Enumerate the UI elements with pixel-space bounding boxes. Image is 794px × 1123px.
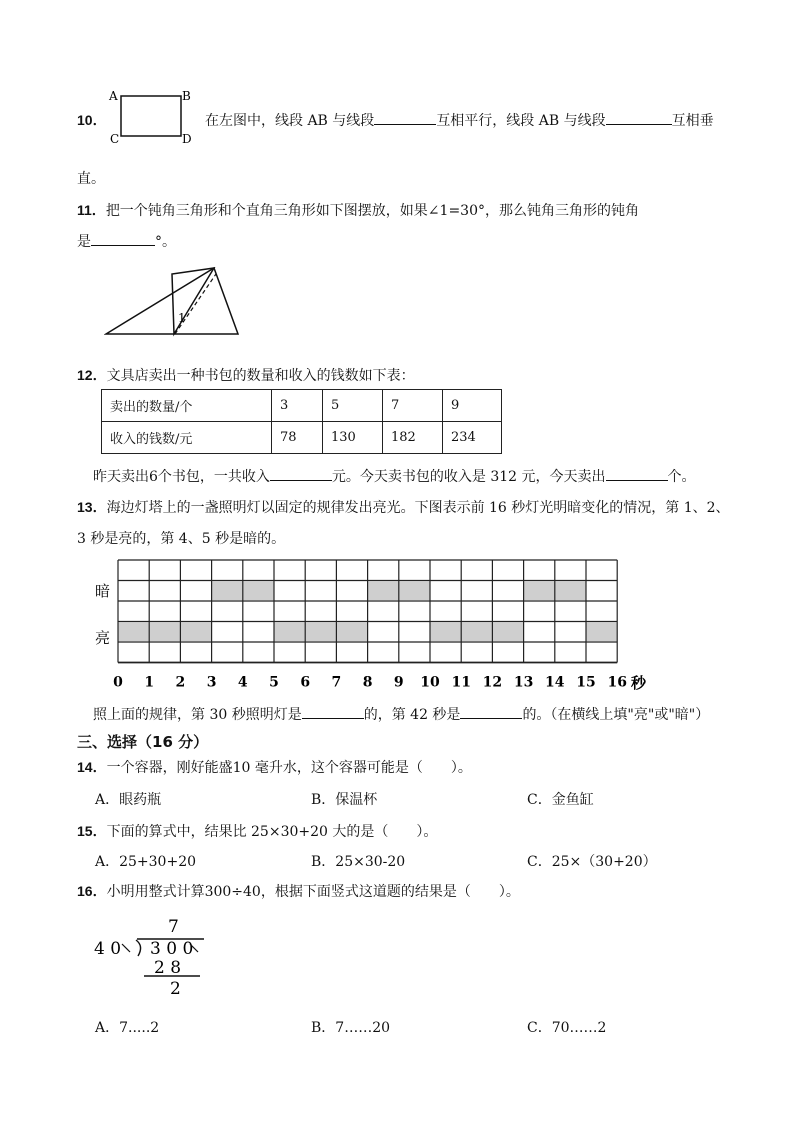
question-text: 小明用整式计算300÷40，根据下面竖式这道题的结果是（ ）。: [106, 884, 520, 900]
division-divisor: 4 0: [94, 939, 122, 959]
tick-label: 10: [420, 674, 440, 691]
question-13-line1: [77, 497, 730, 517]
question-text: 下面的算式中，结果比 25×30+20 大的是（ ）。: [106, 824, 438, 840]
question-13-line3: [93, 704, 709, 724]
question-text: 一个容器，刚好能盛10 毫升水，这个容器可能是（ ）。: [106, 760, 472, 776]
answer-blank-perpendicular[interactable]: [606, 110, 672, 125]
tick-label: 7: [331, 674, 342, 691]
question-text: 照上面的规律，第 30 秒照明灯是: [93, 707, 302, 723]
question-number-13: 13．: [77, 499, 107, 515]
light-segment: [586, 623, 617, 642]
question-text: 文具店卖出一种书包的数量和收入的钱数如下表：: [106, 368, 415, 384]
section-title: 三、选择（16 分）: [77, 733, 209, 751]
answer-blank-30s[interactable]: [302, 704, 364, 719]
angle-1-label: 1: [178, 311, 186, 325]
option-b[interactable]: B．25×30-20: [311, 854, 406, 870]
vertex-label-a: A: [109, 89, 118, 103]
tick-label: 15: [576, 674, 596, 691]
question-text: 把一个钝角三角形和个直角三角形如下图摆放，如果∠1=30°，那么钝角三角形的钝角: [105, 203, 639, 219]
long-division-figure: [92, 912, 222, 1002]
table-cell: 234: [443, 422, 502, 454]
answer-blank-obtuse-angle[interactable]: [91, 231, 155, 246]
question-text: 昨天卖出6个书包，一共收入: [93, 469, 270, 485]
table-cell: 78: [272, 422, 323, 454]
question-11-line2: [77, 231, 176, 251]
dashed-line: [175, 274, 216, 334]
question-text: 的，第 42 秒是: [363, 707, 461, 723]
answer-blank-count[interactable]: [606, 466, 668, 481]
table-cell: 7: [383, 390, 443, 422]
question-text: 海边灯塔上的一盏照明灯以固定的规律发出亮光。下图表示前 16 秒灯光明暗变化的情况，第 1、2、: [106, 500, 730, 516]
tick-label: 12: [482, 674, 503, 691]
table-row: [102, 422, 502, 454]
question-text: 是: [77, 234, 91, 250]
tick-label: 13: [513, 674, 534, 691]
division-product: 2 8: [154, 958, 182, 978]
question-text: 互相垂: [671, 113, 714, 129]
tick-label: 9: [393, 674, 404, 691]
table-cell: 3: [272, 390, 323, 422]
table-cell: 182: [383, 422, 443, 454]
option-b[interactable]: B．7……20: [311, 1020, 391, 1036]
light-pattern-chart: [93, 556, 655, 692]
question-number-11: 11．: [77, 202, 106, 218]
option-a[interactable]: A．7.....2: [95, 1020, 160, 1036]
table-row: [102, 390, 502, 422]
option-a[interactable]: A．25+30+20: [95, 854, 197, 870]
cancel-mark: [122, 944, 130, 952]
division-bracket: [136, 940, 141, 956]
question-number-16: 16．: [77, 883, 107, 899]
table-cell: 130: [323, 422, 383, 454]
option-a[interactable]: A．眼药瓶: [95, 792, 162, 808]
tick-label: 6: [300, 674, 311, 691]
tick-label: 4: [237, 674, 248, 691]
question-number-14: 14．: [77, 759, 107, 775]
question-text: 互相平行，线段 AB 与线段: [436, 113, 606, 129]
option-c[interactable]: C．金鱼缸: [527, 792, 594, 808]
light-segment: [118, 623, 212, 642]
triangles-figure: [104, 266, 242, 338]
question-text: 的。（在横线上填"亮"或"暗"）: [522, 707, 710, 723]
question-13-line2: 3 秒是亮的，第 4、5 秒是暗的。: [77, 531, 286, 547]
answer-blank-42s[interactable]: [460, 704, 522, 719]
option-c[interactable]: C．25×（30+20）: [527, 854, 657, 870]
rectangle-abcd-figure: [108, 86, 200, 148]
division-remainder: 2: [170, 979, 181, 999]
question-12-line2: [93, 466, 696, 486]
vertex-label-c: C: [110, 132, 120, 146]
question-16-line1: [77, 881, 520, 901]
question-11-line1: [77, 200, 639, 220]
question-text: 元。今天卖书包的收入是 312 元，今天卖出: [331, 469, 606, 485]
question-14-line1: [77, 757, 472, 777]
tick-label: 0: [113, 674, 123, 691]
tick-label: 5: [269, 674, 279, 691]
vertex-label-b: B: [182, 89, 191, 103]
answer-blank-income[interactable]: [270, 466, 332, 481]
question-10-line2: 直。: [77, 171, 105, 187]
light-segment: [274, 623, 368, 642]
table-cell: 5: [323, 390, 383, 422]
tick-label: 14: [545, 674, 565, 691]
question-number-10: 10．: [77, 112, 107, 128]
vertex-label-d: D: [182, 132, 192, 146]
question-15-line1: [77, 821, 437, 841]
sales-table: [101, 389, 502, 454]
answer-blank-parallel[interactable]: [374, 110, 436, 125]
light-segment: [430, 623, 524, 642]
dark-row-label: 暗: [95, 582, 111, 600]
option-b[interactable]: B．保温杯: [311, 792, 378, 808]
question-number-15: 15．: [77, 823, 107, 839]
division-dividend: 3 0 0: [150, 939, 194, 959]
tick-label: 3: [206, 674, 217, 691]
option-c[interactable]: C．70……2: [527, 1020, 607, 1036]
table-cell: 收入的钱数/元: [102, 422, 272, 454]
question-12-line1: [77, 365, 415, 385]
question-text: 个。: [667, 469, 696, 485]
tick-label: 1: [144, 674, 155, 691]
division-quotient: 7: [168, 917, 179, 937]
tick-label: 16: [607, 674, 627, 691]
light-row-label: 亮: [95, 629, 111, 647]
tick-label: 11: [451, 674, 471, 691]
tick-label: 2: [175, 674, 186, 691]
rectangle-shape: [121, 96, 181, 136]
question-10-line1: [205, 110, 714, 130]
axis-unit-label: 秒: [631, 674, 647, 692]
tick-label: 8: [362, 674, 373, 691]
table-cell: 9: [443, 390, 502, 422]
question-number-12: 12．: [77, 367, 107, 383]
table-cell: 卖出的数量/个: [102, 390, 272, 422]
question-text: 在左图中，线段 AB 与线段: [205, 113, 375, 129]
question-text: °。: [155, 234, 176, 250]
